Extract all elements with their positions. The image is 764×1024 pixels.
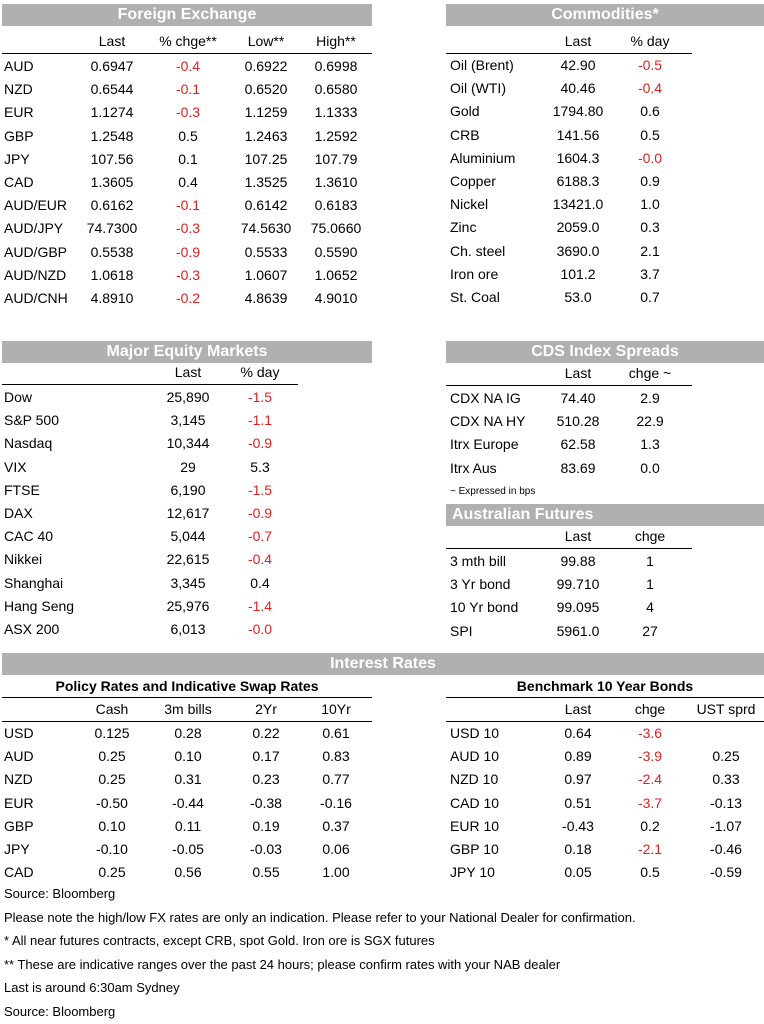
equity-title: Major Equity Markets	[2, 341, 372, 363]
policy-row-label: USD	[4, 725, 34, 741]
policy-row-label: CAD	[4, 864, 34, 881]
bond-cell: -2.1	[637, 841, 663, 857]
commodity-row-label: Iron ore	[450, 265, 499, 282]
fx-header: % chge**	[159, 33, 217, 49]
futures-header: chge	[634, 528, 666, 544]
policy-cell: 0.77	[322, 771, 350, 788]
commodity-cell: 13421.0	[552, 196, 604, 213]
policy-cell: 0.23	[252, 771, 280, 788]
cds-title: CDS Index Spreads	[446, 341, 764, 363]
bond-cell: -3.7	[637, 794, 663, 811]
bond-header-rule	[446, 721, 764, 722]
fx-cell: 0.5	[178, 127, 198, 144]
futures-row-label: SPI	[450, 622, 473, 639]
equity-cell: -1.5	[247, 389, 273, 405]
equity-cell: 25,890	[166, 389, 210, 405]
equity-row-label: Nikkei	[4, 551, 43, 568]
bond-cell: 0.64	[564, 725, 592, 741]
commodity-cell: 1794.80	[552, 103, 604, 120]
fx-cell: 107.25	[244, 150, 288, 167]
equity-row-label: VIX	[4, 458, 27, 475]
bonds-title-rule	[446, 697, 764, 698]
fx-row-label: NZD	[4, 81, 33, 98]
bond-row-label: JPY 10	[450, 864, 495, 881]
fx-cell: 4.8910	[90, 290, 134, 306]
futures-title: Australian Futures	[446, 504, 764, 526]
commodity-cell: -0.5	[637, 57, 663, 73]
fx-row-label: AUD/GBP	[4, 243, 68, 260]
equity-cell: 29	[180, 458, 196, 475]
bond-row-label: USD 10	[450, 725, 500, 741]
policy-cell: -0.05	[172, 841, 204, 857]
fx-header: Last	[98, 33, 126, 49]
cds-cell: 74.40	[560, 390, 596, 406]
fx-cell: 0.6520	[244, 81, 288, 98]
bond-cell: 0.89	[564, 748, 592, 765]
policy-cell: 0.61	[322, 725, 350, 741]
policy-cell: 0.56	[174, 864, 202, 881]
equity-cell: 0.4	[250, 574, 270, 591]
policy-cell: 0.25	[98, 771, 126, 788]
fx-header-rule	[2, 53, 372, 54]
fx-cell: 1.1259	[244, 104, 288, 121]
commodity-header-rule	[446, 53, 692, 54]
fx-cell: 1.1274	[90, 104, 134, 121]
commodity-cell: 0.7	[640, 289, 660, 305]
fx-cell: 1.2548	[90, 127, 134, 144]
commodity-cell: 101.2	[560, 265, 596, 282]
policy-rates-title: Policy Rates and Indicative Swap Rates	[55, 678, 319, 694]
commodity-cell: 0.5	[640, 126, 660, 143]
bond-cell: 0.25	[712, 748, 740, 765]
commodity-row-label: St. Coal	[450, 289, 500, 305]
commodity-row-label: Ch. steel	[450, 242, 506, 259]
commodities-title: Commodities*	[446, 4, 764, 26]
equity-cell: 6,013	[170, 621, 206, 637]
futures-header-rule	[446, 548, 692, 549]
bond-header: chge	[634, 701, 666, 717]
footnote-line: Source: Bloomberg	[4, 1004, 116, 1019]
bond-cell: -0.43	[562, 817, 594, 834]
equity-cell: -0.4	[247, 551, 273, 568]
equity-row-label: Dow	[4, 389, 33, 405]
futures-row-label: 10 Yr bond	[450, 599, 519, 616]
commodity-cell: 1604.3	[556, 149, 600, 166]
fx-row-label: JPY	[4, 150, 30, 167]
fx-cell: 107.79	[314, 150, 358, 167]
policy-cell: 0.125	[94, 725, 130, 741]
fx-row-label: AUD/JPY	[4, 220, 64, 237]
commodity-row-label: CRB	[450, 126, 480, 143]
policy-header-rule	[2, 721, 372, 722]
bond-cell: -2.4	[637, 771, 663, 788]
equity-row-label: ASX 200	[4, 621, 60, 637]
policy-cell: -0.10	[96, 841, 128, 857]
commodity-cell: 2059.0	[556, 219, 600, 236]
bond-cell: 0.05	[564, 864, 592, 881]
bond-row-label: AUD 10	[450, 748, 500, 765]
fx-title: Foreign Exchange	[2, 4, 372, 26]
cds-row-label: Itrx Aus	[450, 459, 497, 476]
rates-title: Interest Rates	[2, 653, 764, 675]
cds-cell: 510.28	[556, 413, 600, 430]
bond-cell: -0.46	[710, 841, 742, 857]
commodity-cell: 40.46	[560, 80, 596, 97]
futures-header: Last	[564, 528, 592, 544]
fx-header: Low**	[247, 33, 285, 49]
fx-cell: 107.56	[90, 150, 134, 167]
policy-cell: 0.83	[322, 748, 350, 765]
commodity-cell: 141.56	[556, 126, 600, 143]
cds-footnote: ~ Expressed in bps	[450, 486, 536, 497]
equity-cell: 25,976	[166, 597, 210, 614]
fx-cell: -0.9	[175, 243, 201, 260]
equity-cell: -0.7	[247, 528, 273, 545]
equity-cell: -0.0	[247, 621, 273, 637]
cds-row-label: CDX NA HY	[450, 413, 526, 430]
policy-cell: 0.22	[252, 725, 280, 741]
bond-row-label: EUR 10	[450, 817, 500, 834]
commodity-row-label: Oil (WTI)	[450, 80, 506, 97]
fx-cell: -0.3	[175, 266, 201, 283]
commodity-header: % day	[630, 33, 670, 49]
fx-cell: 0.5590	[314, 243, 358, 260]
policy-header: 3m bills	[164, 701, 212, 717]
futures-cell: 99.095	[556, 599, 600, 616]
commodity-row-label: Oil (Brent)	[450, 57, 514, 73]
footnote-line: Please note the high/low FX rates are only an indication. Please refer to your National Dealer for confirmation.	[4, 909, 636, 925]
policy-cell: -0.03	[250, 841, 282, 857]
equity-row-label: FTSE	[4, 481, 40, 498]
fx-cell: 1.0652	[314, 266, 358, 283]
equity-cell: -1.1	[247, 412, 273, 429]
bond-cell: 0.51	[564, 794, 592, 811]
fx-cell: -0.3	[175, 104, 201, 121]
fx-row-label: GBP	[4, 127, 34, 144]
commodity-row-label: Gold	[450, 103, 480, 120]
commodity-cell: -0.0	[637, 149, 663, 166]
equity-cell: 3,145	[170, 412, 206, 429]
equity-row-label: DAX	[4, 505, 33, 521]
policy-cell: 0.06	[322, 841, 350, 857]
futures-cell: 27	[642, 622, 658, 639]
policy-cell: 0.31	[174, 771, 202, 788]
bond-cell: -3.9	[637, 748, 663, 765]
fx-cell: 0.6183	[314, 197, 358, 214]
fx-cell: 0.5533	[244, 243, 288, 260]
equity-row-label: S&P 500	[4, 412, 60, 429]
equity-cell: -1.5	[247, 481, 273, 498]
equity-row-label: Nasdaq	[4, 435, 53, 452]
fx-cell: 0.6544	[90, 81, 134, 98]
futures-cell: 99.710	[556, 576, 600, 593]
commodity-cell: 2.1	[640, 242, 660, 259]
fx-cell: 0.6580	[314, 81, 358, 98]
footnote-line: Last is around 6:30am Sydney	[4, 980, 180, 996]
footnote-line: Source: Bloomberg	[4, 886, 116, 901]
policy-cell: 0.10	[174, 748, 202, 765]
policy-cell: 0.25	[98, 864, 126, 881]
fx-cell: 1.2463	[244, 127, 288, 144]
futures-cell: 5961.0	[556, 622, 600, 639]
cds-row-label: CDX NA IG	[450, 390, 521, 406]
policy-header: 2Yr	[255, 701, 277, 717]
fx-cell: 4.9010	[314, 290, 358, 306]
equity-cell: 3,345	[170, 574, 206, 591]
fx-cell: 1.1333	[314, 104, 358, 121]
policy-cell: -0.16	[320, 794, 352, 811]
fx-cell: 0.1	[178, 150, 198, 167]
fx-cell: 0.6162	[90, 197, 134, 214]
cds-cell: 62.58	[560, 436, 596, 453]
futures-row-label: 3 mth bill	[450, 553, 507, 569]
cds-cell: 22.9	[636, 413, 664, 430]
fx-row-label: AUD/EUR	[4, 197, 68, 214]
fx-cell: 74.7300	[86, 220, 138, 237]
cds-header: chge ~	[628, 365, 672, 381]
policy-cell: 0.19	[252, 817, 280, 834]
fx-cell: 0.6142	[244, 197, 288, 214]
equity-row-label: CAC 40	[4, 528, 54, 545]
fx-cell: 4.8639	[244, 290, 288, 306]
bonds-title: Benchmark 10 Year Bonds	[516, 678, 694, 694]
commodity-cell: 3.7	[640, 265, 660, 282]
fx-row-label: AUD/NZD	[4, 266, 67, 283]
bond-cell: 0.97	[564, 771, 592, 788]
equity-cell: -0.9	[247, 505, 273, 521]
cds-cell: 2.9	[640, 390, 660, 406]
bond-cell: 0.5	[640, 864, 660, 881]
commodity-cell: 42.90	[560, 57, 596, 73]
bond-cell: 0.2	[640, 817, 660, 834]
commodity-cell: 0.3	[640, 219, 660, 236]
bond-cell: 0.33	[712, 771, 740, 788]
equity-cell: 5,044	[170, 528, 206, 545]
equity-cell: 22,615	[166, 551, 210, 568]
fx-header: High**	[316, 33, 356, 49]
futures-cell: 1	[646, 553, 654, 569]
commodity-cell: 6188.3	[556, 173, 600, 189]
commodity-cell: 3690.0	[556, 242, 600, 259]
bond-cell: -1.07	[710, 817, 742, 834]
fx-cell: 0.6947	[90, 58, 134, 74]
cds-header-rule	[446, 385, 692, 386]
commodity-cell: 0.6	[640, 103, 660, 120]
fx-cell: -0.4	[175, 58, 201, 74]
equity-cell: -0.9	[247, 435, 273, 452]
bond-row-label: GBP 10	[450, 841, 499, 857]
fx-cell: -0.3	[175, 220, 201, 237]
commodity-row-label: Zinc	[450, 219, 477, 236]
futures-row-label: 3 Yr bond	[450, 576, 511, 593]
fx-cell: 1.3605	[90, 174, 134, 190]
commodity-cell: 0.9	[640, 173, 660, 189]
bond-header: UST sprd	[696, 701, 756, 717]
policy-cell: -0.44	[172, 794, 204, 811]
fx-row-label: AUD/CNH	[4, 290, 68, 306]
fx-cell: -0.1	[175, 81, 201, 98]
fx-cell: 0.4	[178, 174, 198, 190]
policy-row-label: NZD	[4, 771, 33, 788]
policy-cell: 0.55	[252, 864, 280, 881]
futures-cell: 4	[646, 599, 654, 616]
bond-cell	[688, 723, 764, 743]
fx-cell: 1.0618	[90, 266, 134, 283]
policy-header: 10Yr	[321, 701, 351, 717]
cds-cell: 83.69	[560, 459, 596, 476]
cds-cell: 0.0	[640, 459, 660, 476]
cds-header: Last	[564, 365, 592, 381]
policy-cell: -0.50	[96, 794, 128, 811]
commodity-row-label: Nickel	[450, 196, 489, 213]
fx-cell: 1.2592	[314, 127, 358, 144]
policy-row-label: AUD	[4, 748, 34, 765]
equity-header: Last	[174, 364, 202, 380]
futures-cell: 1	[646, 576, 654, 593]
policy-cell: -0.38	[250, 794, 282, 811]
bond-cell: 0.18	[564, 841, 592, 857]
equity-header: % day	[240, 364, 280, 380]
bond-cell: -0.13	[710, 794, 742, 811]
commodity-row-label: Copper	[450, 173, 496, 189]
equity-cell: 10,344	[166, 435, 210, 452]
commodity-cell: 1.0	[640, 196, 660, 213]
equity-cell: 5.3	[250, 458, 270, 475]
bond-row-label: CAD 10	[450, 794, 500, 811]
policy-header: Cash	[95, 701, 129, 717]
equity-cell: 6,190	[170, 481, 206, 498]
policy-cell: 0.37	[322, 817, 350, 834]
policy-cell: 0.17	[252, 748, 280, 765]
bond-header: Last	[564, 701, 592, 717]
fx-row-label: CAD	[4, 174, 34, 190]
fx-row-label: EUR	[4, 104, 34, 121]
fx-cell: 0.6998	[314, 58, 358, 74]
bond-row-label: NZD 10	[450, 771, 499, 788]
policy-title-rule	[2, 697, 372, 698]
policy-cell: 0.28	[174, 725, 202, 741]
cds-cell: 1.3	[640, 436, 660, 453]
fx-cell: 75.0660	[310, 220, 362, 237]
commodity-row-label: Aluminium	[450, 149, 516, 166]
fx-cell: -0.2	[175, 290, 201, 306]
fx-cell: 1.0607	[244, 266, 288, 283]
equity-cell: 12,617	[166, 505, 210, 521]
fx-cell: 1.3525	[244, 174, 288, 190]
commodity-cell: -0.4	[637, 80, 663, 97]
fx-cell: -0.1	[175, 197, 201, 214]
policy-cell: 0.11	[174, 817, 202, 834]
futures-cell: 99.88	[560, 553, 596, 569]
equity-cell: -1.4	[247, 597, 273, 614]
policy-cell: 1.00	[322, 864, 350, 881]
policy-cell: 0.10	[98, 817, 126, 834]
equity-header-rule	[2, 384, 298, 385]
footnote-line: ** These are indicative ranges over the past 24 hours; please confirm rates with your NAB dealer	[4, 956, 561, 972]
policy-row-label: EUR	[4, 794, 34, 811]
fx-cell: 0.5538	[90, 243, 134, 260]
bond-cell: -0.59	[710, 864, 742, 881]
cds-row-label: Itrx Europe	[450, 436, 519, 453]
policy-cell: 0.25	[98, 748, 126, 765]
commodity-cell: 53.0	[564, 289, 592, 305]
fx-row-label: AUD	[4, 58, 34, 74]
commodity-header: Last	[564, 33, 592, 49]
equity-row-label: Hang Seng	[4, 597, 75, 614]
bond-cell: -3.6	[637, 725, 663, 741]
policy-row-label: GBP	[4, 817, 34, 834]
footnote-line: * All near futures contracts, except CRB, spot Gold. Iron ore is SGX futures	[4, 933, 435, 949]
equity-row-label: Shanghai	[4, 574, 64, 591]
policy-row-label: JPY	[4, 841, 30, 857]
fx-cell: 1.3610	[314, 174, 358, 190]
fx-cell: 74.5630	[240, 220, 292, 237]
fx-cell: 0.6922	[244, 58, 288, 74]
